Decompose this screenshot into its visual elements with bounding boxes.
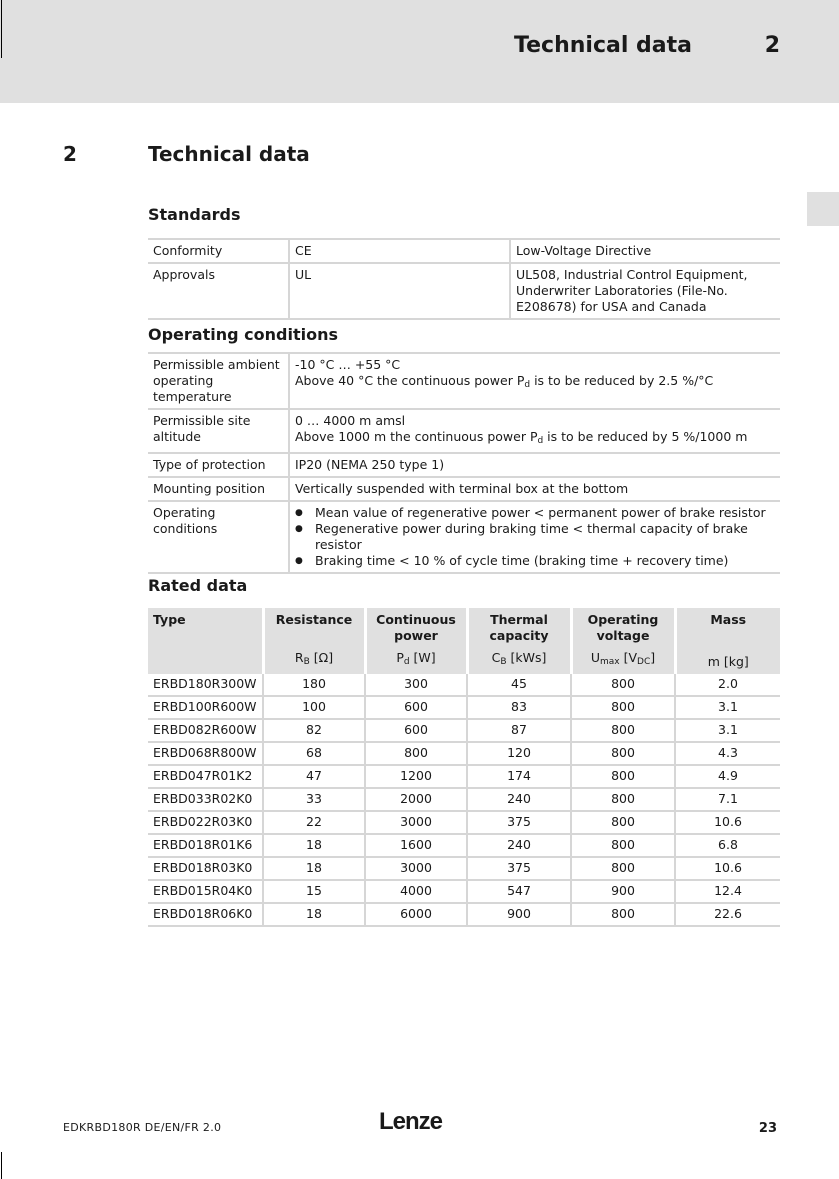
column-header-operating-voltage: Operating voltage $U_{max}$ $[V_{DC}]$	[571, 608, 675, 674]
table-cell: 600	[365, 696, 467, 719]
column-header-resistance: Resistance $R_B$ [Ω]	[263, 608, 365, 674]
table-row	[148, 903, 780, 926]
list-item: ● Regenerative power during braking time < thermal capacity of brake resistor	[295, 521, 775, 553]
table-cell: 100	[263, 696, 365, 719]
table-row	[148, 239, 780, 263]
temperature-range: -10 °C … +55 °C	[295, 357, 401, 372]
table-cell: 12.4	[675, 880, 780, 903]
table-row	[148, 834, 780, 857]
table-cell: Approvals	[148, 263, 289, 319]
chapter-number: 2	[63, 142, 77, 166]
column-header-type: Type	[148, 608, 263, 674]
table-cell	[289, 353, 780, 409]
table-cell: 800	[571, 696, 675, 719]
table-cell: IP20 (NEMA 250 type 1)	[289, 453, 780, 477]
table-cell: 3000	[365, 811, 467, 834]
table-cell: 4000	[365, 880, 467, 903]
table-cell: 120	[467, 742, 571, 765]
altitude-derating: Above 1000 m the continuous power $P_d$ is to be reduced by 5 %/1000 m	[295, 429, 748, 446]
table-row	[148, 811, 780, 834]
table-cell: Vertically suspended with terminal box at the bottom	[289, 477, 780, 501]
table-cell: 7.1	[675, 788, 780, 811]
table-cell: Mounting position	[148, 477, 289, 501]
table-cell: 2000	[365, 788, 467, 811]
table-cell: 22.6	[675, 903, 780, 926]
table-cell: 300	[365, 674, 467, 696]
page-number: 23	[758, 1121, 777, 1136]
table-cell: 547	[467, 880, 571, 903]
table-cell: ERBD047R01K2	[148, 765, 263, 788]
table-cell: 800	[571, 834, 675, 857]
table-cell: 45	[467, 674, 571, 696]
table-cell: 6.8	[675, 834, 780, 857]
standards-table	[148, 238, 780, 320]
table-row	[148, 857, 780, 880]
table-cell: 10.6	[675, 811, 780, 834]
table-cell: 800	[571, 765, 675, 788]
table-cell: 4.3	[675, 742, 780, 765]
altitude-range: 0 … 4000 m amsl	[295, 413, 406, 428]
table-cell: ERBD068R800W	[148, 742, 263, 765]
table-cell: 18	[263, 834, 365, 857]
table-cell: 18	[263, 903, 365, 926]
table-cell: 800	[571, 674, 675, 696]
table-row	[148, 674, 780, 696]
table-cell: 3.1	[675, 696, 780, 719]
column-header-mass: Mass m [kg]	[675, 608, 780, 674]
table-cell: 240	[467, 788, 571, 811]
table-cell: UL	[289, 263, 510, 319]
rated-data-table	[148, 608, 780, 927]
table-cell: 2.0	[675, 674, 780, 696]
rated-data-heading: Rated data	[148, 576, 248, 595]
crop-mark	[1, 0, 2, 58]
table-cell: 800	[571, 903, 675, 926]
document-id: EDKRBD180R DE/EN/FR 2.0	[63, 1121, 222, 1134]
table-cell: 375	[467, 811, 571, 834]
operating-conditions-table	[148, 352, 780, 574]
table-cell: 82	[263, 719, 365, 742]
table-cell: Type of protection	[148, 453, 289, 477]
table-row	[148, 353, 780, 409]
table-cell: 83	[467, 696, 571, 719]
table-row	[148, 742, 780, 765]
table-cell: 800	[571, 742, 675, 765]
table-cell: 3000	[365, 857, 467, 880]
table-cell: 800	[571, 857, 675, 880]
table-cell: 15	[263, 880, 365, 903]
table-cell: 375	[467, 857, 571, 880]
column-header-continuous-power: Continuous power $P_d$ [W]	[365, 608, 467, 674]
table-row	[148, 765, 780, 788]
table-row	[148, 696, 780, 719]
column-header-thermal-capacity: Thermal capacity $C_B$ [kWs]	[467, 608, 571, 674]
table-cell: 87	[467, 719, 571, 742]
table-cell: 6000	[365, 903, 467, 926]
table-cell: 174	[467, 765, 571, 788]
table-cell: 900	[571, 880, 675, 903]
table-cell: 3.1	[675, 719, 780, 742]
table-cell: Permissible ambient operating temperature	[148, 353, 289, 409]
table-cell: 10.6	[675, 857, 780, 880]
conditions-list	[295, 505, 775, 569]
table-row	[148, 453, 780, 477]
running-header-chapter-number: 2	[764, 33, 780, 58]
table-cell: Operating conditions	[148, 501, 289, 573]
table-row	[148, 880, 780, 903]
table-cell	[289, 501, 780, 573]
table-cell: UL508, Industrial Control Equipment, Underwriter Laboratories (File-No. E208678) for USA and Canada	[510, 263, 780, 319]
table-cell: 47	[263, 765, 365, 788]
table-cell: 4.9	[675, 765, 780, 788]
chapter-tab-marker	[807, 192, 839, 226]
table-cell: CE	[289, 239, 510, 263]
table-cell: 180	[263, 674, 365, 696]
table-cell: 800	[571, 719, 675, 742]
crop-mark	[1, 1152, 2, 1179]
list-item: ● Mean value of regenerative power < permanent power of brake resistor	[295, 505, 775, 521]
operating-conditions-heading: Operating conditions	[148, 325, 338, 344]
table-cell: 18	[263, 857, 365, 880]
table-cell: 800	[571, 811, 675, 834]
table-cell: Low-Voltage Directive	[510, 239, 780, 263]
table-cell: ERBD018R03K0	[148, 857, 263, 880]
standards-heading: Standards	[148, 205, 241, 224]
table-row	[148, 263, 780, 319]
table-cell: 1600	[365, 834, 467, 857]
table-cell: Conformity	[148, 239, 289, 263]
table-cell: ERBD018R01K6	[148, 834, 263, 857]
header-band	[0, 0, 839, 103]
table-cell: ERBD015R04K0	[148, 880, 263, 903]
table-cell: 900	[467, 903, 571, 926]
table-cell: 68	[263, 742, 365, 765]
table-cell: 240	[467, 834, 571, 857]
table-row	[148, 477, 780, 501]
table-cell: 800	[571, 788, 675, 811]
table-cell: ERBD018R06K0	[148, 903, 263, 926]
temperature-derating: Above 40 °C the continuous power $P_d$ is to be reduced by 2.5 %/°C	[295, 373, 714, 390]
table-cell	[289, 409, 780, 453]
table-cell: ERBD082R600W	[148, 719, 263, 742]
table-cell: Permissible site altitude	[148, 409, 289, 453]
table-cell: 22	[263, 811, 365, 834]
table-cell: ERBD022R03K0	[148, 811, 263, 834]
table-header-row	[148, 608, 780, 674]
table-row	[148, 788, 780, 811]
table-cell: 600	[365, 719, 467, 742]
table-cell: 33	[263, 788, 365, 811]
list-item: ● Braking time < 10 % of cycle time (braking time + recovery time)	[295, 553, 775, 569]
table-cell: ERBD033R02K0	[148, 788, 263, 811]
table-row	[148, 501, 780, 573]
table-cell: ERBD180R300W	[148, 674, 263, 696]
table-cell: 800	[365, 742, 467, 765]
lenze-logo: Lenze	[379, 1108, 443, 1135]
running-header-title: Technical data	[514, 33, 692, 58]
table-row	[148, 409, 780, 453]
table-cell: 1200	[365, 765, 467, 788]
table-row	[148, 719, 780, 742]
table-cell: ERBD100R600W	[148, 696, 263, 719]
chapter-title: Technical data	[148, 142, 310, 166]
